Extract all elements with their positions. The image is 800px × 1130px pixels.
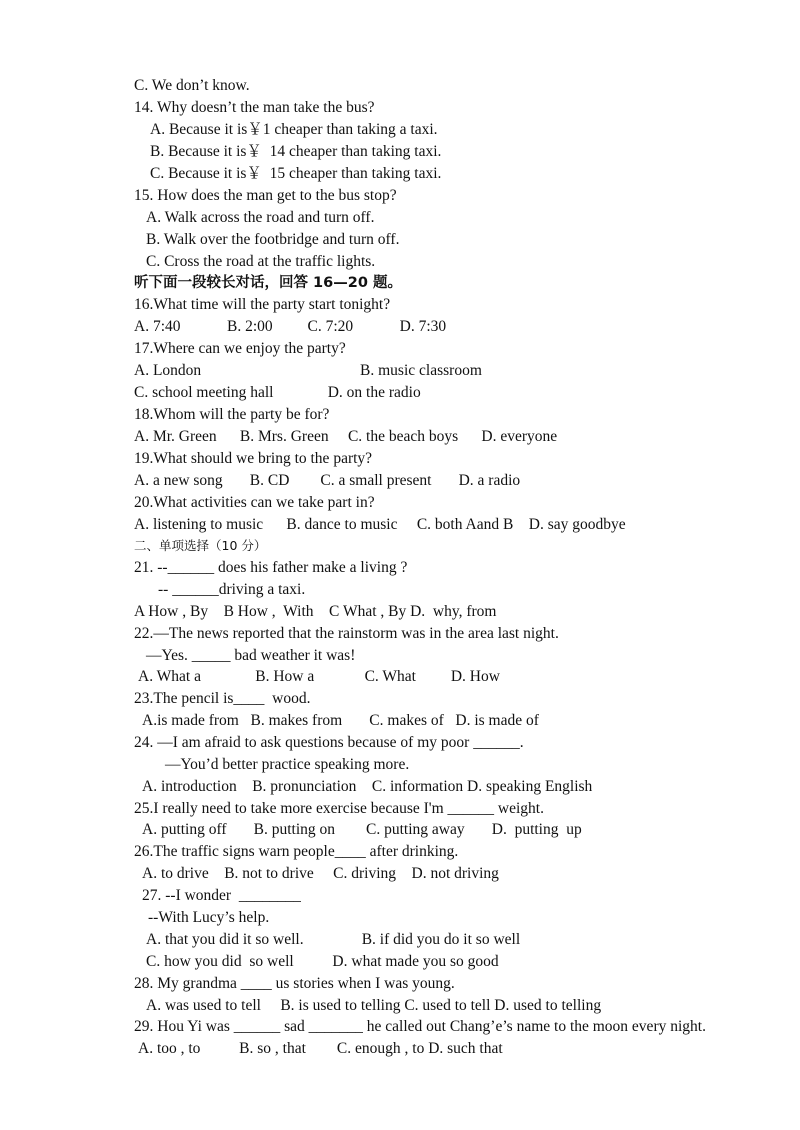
question-14: 14. Why doesn’t the man take the bus? <box>134 99 375 116</box>
option-line: B. Walk over the footbridge and turn off. <box>146 231 400 248</box>
question-27: 27. --I wonder ________ <box>142 887 301 904</box>
question-19: 19.What should we bring to the party? <box>134 450 373 467</box>
option-line: A. Because it is￥1 cheaper than taking a taxi. <box>150 121 438 138</box>
option-line: A. that you did it so well. B. if did you do it so well <box>146 931 521 948</box>
question-25: 25.I really need to take more exercise because I'm ______ weight. <box>134 800 544 817</box>
question-29: 29. Hou Yi was ______ sad _______ he called out Chang’e’s name to the moon every night. <box>134 1018 706 1035</box>
question-17: 17.Where can we enjoy the party? <box>134 340 346 357</box>
question-22: 22.—The news reported that the rainstorm was in the area last night. <box>134 625 559 642</box>
option-line: A.is made from B. makes from C. makes of D. is made of <box>142 712 539 729</box>
option-line: A. 7:40 B. 2:00 C. 7:20 D. 7:30 <box>134 318 447 335</box>
option-line: B. Because it is￥ 14 cheaper than taking taxi. <box>150 143 442 160</box>
option-line: A. to drive B. not to drive C. driving D. not driving <box>142 865 499 882</box>
option-line: A. introduction B. pronunciation C. information D. speaking English <box>142 778 593 795</box>
option-line: A. was used to tell B. is used to telling C. used to tell D. used to telling <box>146 997 602 1014</box>
question-16: 16.What time will the party start tonight? <box>134 296 391 313</box>
text-line: —You’d better practice speaking more. <box>165 756 410 773</box>
question-23: 23.The pencil is____ wood. <box>134 690 311 707</box>
option-line: A. putting off B. putting on C. putting away D. putting up <box>142 821 582 838</box>
text-line: --With Lucy’s help. <box>148 909 270 926</box>
question-24: 24. —I am afraid to ask questions because of my poor ______. <box>134 734 524 751</box>
section-instruction: 听下面一段较长对话，回答 16—20 题。 <box>134 275 402 291</box>
question-20: 20.What activities can we take part in? <box>134 494 375 511</box>
option-line: A. London B. music classroom <box>134 362 482 379</box>
question-15: 15. How does the man get to the bus stop? <box>134 187 397 204</box>
question-28: 28. My grandma ____ us stories when I was young. <box>134 975 455 992</box>
option-line: A. Mr. Green B. Mrs. Green C. the beach boys D. everyone <box>134 428 558 445</box>
option-line: A. What a B. How a C. What D. How <box>138 668 500 685</box>
option-line: A How , By B How , With C What , By D. why, from <box>134 603 497 620</box>
question-21: 21. --______ does his father make a living ? <box>134 559 408 576</box>
text-line: -- ______driving a taxi. <box>158 581 306 598</box>
option-line: A. too , to B. so , that C. enough , to D. such that <box>138 1040 503 1057</box>
text-line: C. We don’t know. <box>134 77 250 94</box>
option-line: A. a new song B. CD C. a small present D. a radio <box>134 472 521 489</box>
text-line: —Yes. _____ bad weather it was! <box>146 647 356 664</box>
option-line: C. how you did so well D. what made you so good <box>146 953 499 970</box>
option-line: C. Because it is￥ 15 cheaper than taking taxi. <box>150 165 442 182</box>
option-line: C. Cross the road at the traffic lights. <box>146 253 376 270</box>
section-heading: 二、单项选择（10 分） <box>134 538 267 553</box>
option-line: A. listening to music B. dance to music C. both Aand B D. say goodbye <box>134 516 626 533</box>
option-line: C. school meeting hall D. on the radio <box>134 384 421 401</box>
question-26: 26.The traffic signs warn people____ after drinking. <box>134 843 459 860</box>
question-18: 18.Whom will the party be for? <box>134 406 330 423</box>
option-line: A. Walk across the road and turn off. <box>146 209 375 226</box>
